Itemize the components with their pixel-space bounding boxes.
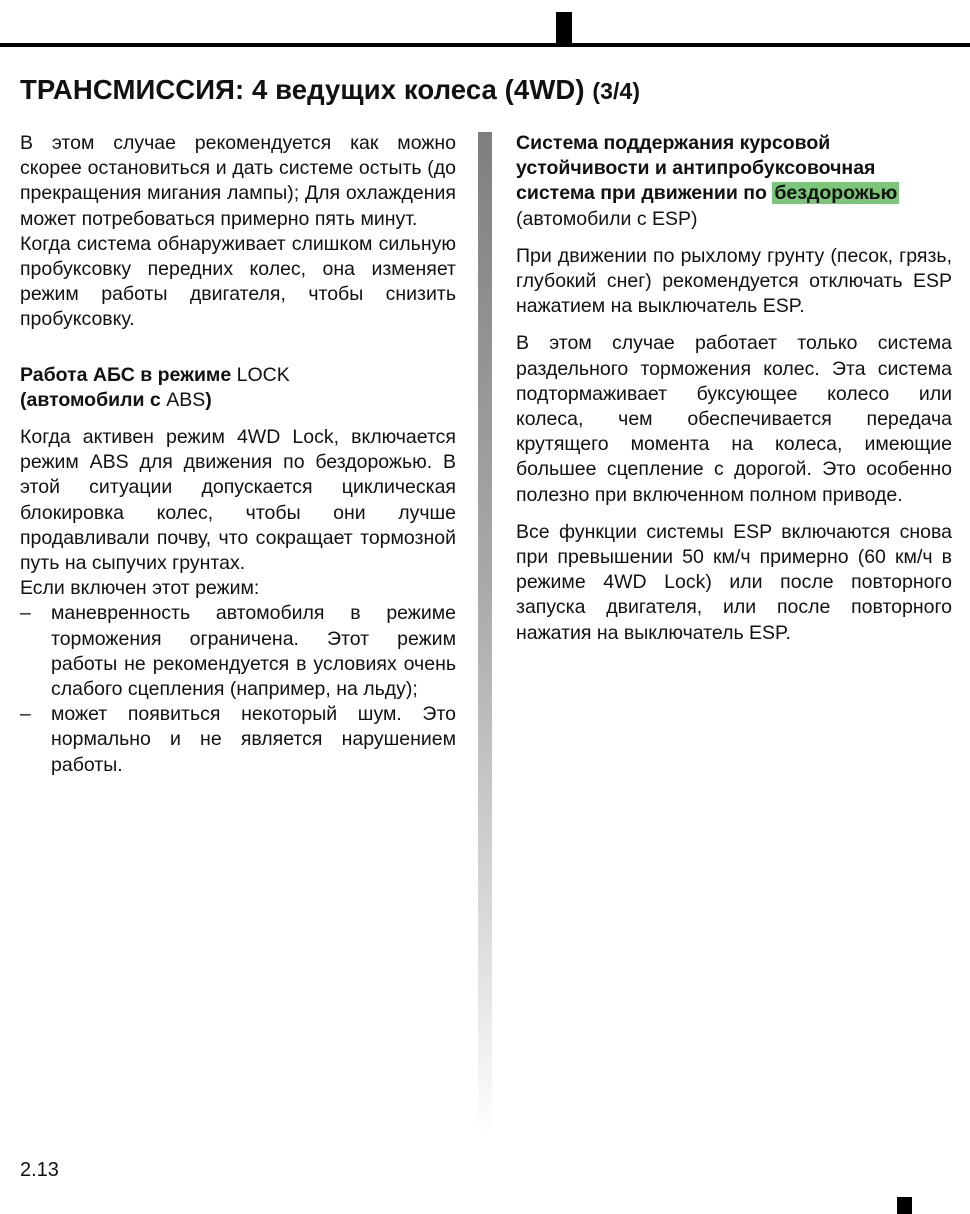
esp-paragraph-1: При движении по рыхлому грунту (песок, грязь, глубокий снег) рекомендуется отключать ESP нажатием на выключатель ESP. [516,244,952,318]
esp-section-heading [516,131,952,232]
section-tab-marker [556,12,572,45]
abs-heading-bold-1: Работа АБС в режиме [20,363,232,386]
esp-paragraph-2: В этом случае работает только система раздельного торможения колес. Эта система подтормаживает буксующее колесо или колеса, чем обеспечивается передача крутящего момента на колеса, имеющие большее сцепление с дорогой. Это особенно полезно при включенном полном приводе. [516,332,952,506]
list-item-text: может появиться некоторый шум. Это нормально и не является нарушением работы. [51,703,456,776]
dash-marker: – [20,602,31,625]
esp-heading-line-3: система при движении по [516,182,767,205]
list-item [20,702,456,778]
abs-heading-bold-2: (автомобили с [20,388,161,411]
corner-mark [897,1197,912,1214]
esp-paragraph-3: Все функции системы ESP включаются снова при превышении 50 км/ч примерно (60 км/ч в режиме 4WD Lock) или после повторного запуска двигателя, или после повторного нажатия на выключатель ESP. [516,520,952,644]
abs-heading-bold-3: ) [205,388,212,411]
top-rule [0,43,970,47]
intro-paragraph-1: В этом случае рекомендуется как можно скорее остановиться и дать системе остыть (до прекращения мигания лампы); Для охлаждения может потребоваться примерно пять минут. [20,132,456,230]
column-divider-bar [478,132,492,1137]
left-column [20,131,456,778]
abs-section-heading [20,363,456,413]
esp-heading-line-1: Система поддержания курсовой [516,132,831,154]
esp-heading-line-4: (автомобили с ESP) [516,207,698,230]
title-text: ТРАНСМИССИЯ: 4 ведущих колеса (4WD) [20,74,585,105]
intro-paragraph-2: Когда система обнаруживает слишком сильную пробуксовку передних колес, она изменяет режим работы двигателя, чтобы снизить пробуксовку. [20,232,456,331]
page-title [20,74,640,106]
abs-paragraph-1: Когда активен режим 4WD Lock, включается режим ABS для движения по бездорожью. В этой ситуации допускается циклическая блокировка колес, чтобы они лучше продавливали почву, что сокращает тормозной путь на сыпучих грунтах. [20,426,456,575]
page-number: 2.13 [20,1159,59,1181]
title-page-of: (3/4) [592,78,641,104]
abs-heading-mode: LOCK [236,363,290,386]
esp-heading-line-2: устойчивости и антипробуксовочная [516,157,876,180]
right-column [516,131,952,646]
abs-bullet-list [20,601,456,777]
dash-marker: – [20,703,31,726]
list-item-text: маневренность автомобиля в режиме торможения ограничена. Этот режим работы не рекомендуется в условиях очень слабого сцепления (например, на льду); [51,602,456,701]
list-item [20,601,456,702]
abs-heading-abs: ABS [166,388,206,411]
abs-paragraph-2: Если включен этот режим: [20,577,260,600]
highlighted-word: бездорожью [774,182,898,205]
